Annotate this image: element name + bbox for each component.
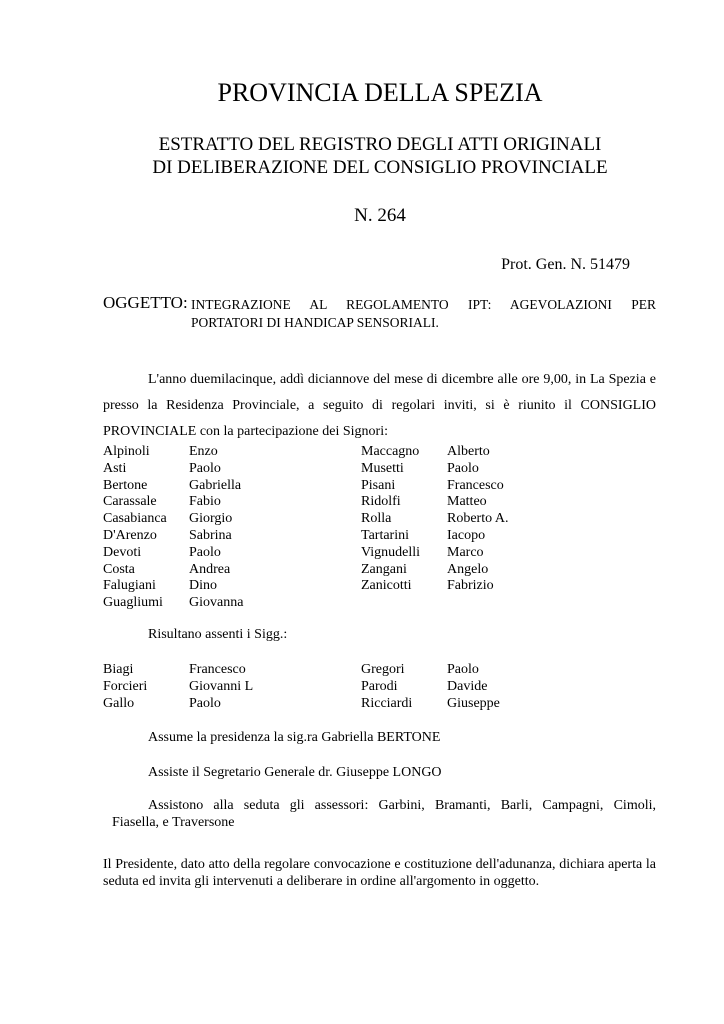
given-name: Sabrina [189,527,232,543]
given-name: Giorgio [189,511,233,527]
surname: Parodi [361,678,398,694]
surname: Costa [103,561,135,577]
given-name: Marco [447,544,484,560]
name-row [361,528,611,545]
given-name: Davide [447,678,488,694]
absent-list-right [361,662,611,712]
surname: Rolla [361,511,392,527]
absent-label: Risultano assenti i Sigg.: [148,627,288,642]
name-row [361,562,611,579]
present-list-left [103,444,353,612]
surname: Zanicotti [361,578,412,594]
given-name: Roberto A. [447,511,509,527]
name-row [103,545,353,562]
name-row [103,494,353,511]
given-name: Paolo [189,460,221,476]
assessors-line2: Fiasella, e Traversone [112,815,235,830]
surname: Asti [103,460,127,476]
surname: Gallo [103,695,135,711]
subject-line1: INTEGRAZIONE AL REGOLAMENTO IPT: AGEVOLAZIONI PER [191,297,656,312]
given-name: Paolo [189,695,221,711]
name-row [103,662,353,679]
name-row [103,478,353,495]
given-name: Fabio [189,494,221,510]
given-name: Dino [189,578,217,594]
surname: Musetti [361,460,404,476]
deliberation-number: N. 264 [354,205,406,226]
given-name: Francesco [189,662,246,677]
surname: Carassale [103,494,157,510]
surname: Guagliumi [103,595,163,611]
surname: Pisani [361,477,396,493]
present-list-right [361,444,611,595]
given-name: Paolo [189,544,221,560]
name-row [103,511,353,528]
surname: Zangani [361,561,407,577]
given-name: Fabrizio [447,578,494,594]
surname: Forcieri [103,678,148,694]
surname: Gregori [361,662,405,677]
given-name: Giuseppe [447,695,500,711]
surname: Biagi [103,662,134,677]
presidency-statement: Assume la presidenza la sig.ra Gabriella BERTONE [148,730,441,745]
given-name: Paolo [447,662,479,677]
document-subtitle-line2: DI DELIBERAZIONE DEL CONSIGLIO PROVINCIALE [152,157,608,178]
surname: Tartarini [361,527,409,543]
given-name: Enzo [189,444,218,459]
given-name: Gabriella [189,477,242,493]
protocol-number: Prot. Gen. N. 51479 [501,256,630,273]
closing-paragraph: Il Presidente, dato atto della regolare convocazione e costituzione dell'adunanza, dichiara aperta la seduta ed invita gli intervenuti a deliberare in ordine all'argomento in oggetto. [103,857,656,889]
name-row [361,662,611,679]
name-row [361,679,611,696]
given-name: Giovanni L [189,678,254,694]
surname: Casabianca [103,511,167,527]
name-row [103,679,353,696]
given-name: Giovanna [189,595,244,611]
surname: Falugiani [103,578,156,594]
subject-label: OGGETTO: [103,293,188,312]
name-row [361,461,611,478]
given-name: Angelo [447,561,489,577]
given-name: Francesco [447,477,504,493]
intro-paragraph: L'anno duemilacinque, addì diciannove del mese di dicembre alle ore 9,00, in La Spezia e presso la Residenza Provinciale, a seguito di regolari inviti, si è riunito il CONSIGLIO PROVINCIALE con la partecipazione dei Signori: [103,372,656,439]
name-row [103,461,353,478]
subject-line2: PORTATORI DI HANDICAP SENSORIALI. [191,315,439,330]
document-title: PROVINCIA DELLA SPEZIA [217,78,543,107]
surname: Vignudelli [361,544,421,560]
name-row [103,562,353,579]
name-row [361,511,611,528]
secretary-statement: Assiste il Segretario Generale dr. Giuseppe LONGO [148,765,442,780]
surname: D'Arenzo [103,527,157,543]
surname: Bertone [103,477,148,493]
surname: Devoti [103,544,142,560]
name-row [103,444,353,461]
name-row [361,478,611,495]
subject-text [191,296,656,332]
name-row [361,696,611,713]
name-row [103,578,353,595]
surname: Maccagno [361,444,420,459]
surname: Alpinoli [103,444,150,459]
name-row [361,444,611,461]
surname: Ricciardi [361,695,413,711]
document-subtitle-line1: ESTRATTO DEL REGISTRO DEGLI ATTI ORIGINALI [158,134,602,155]
assessors-line1: Assistono alla seduta gli assessori: Garbini, Bramanti, Barli, Campagni, Cimoli, [148,798,656,813]
name-row [103,528,353,545]
absent-list-left [103,662,353,712]
name-row [361,494,611,511]
surname: Ridolfi [361,494,401,510]
name-row [103,696,353,713]
given-name: Matteo [447,494,487,510]
given-name: Paolo [447,460,479,476]
given-name: Alberto [447,444,490,459]
name-row [361,545,611,562]
name-row [361,578,611,595]
name-row [103,595,353,612]
given-name: Andrea [189,561,231,577]
given-name: Iacopo [447,527,486,543]
